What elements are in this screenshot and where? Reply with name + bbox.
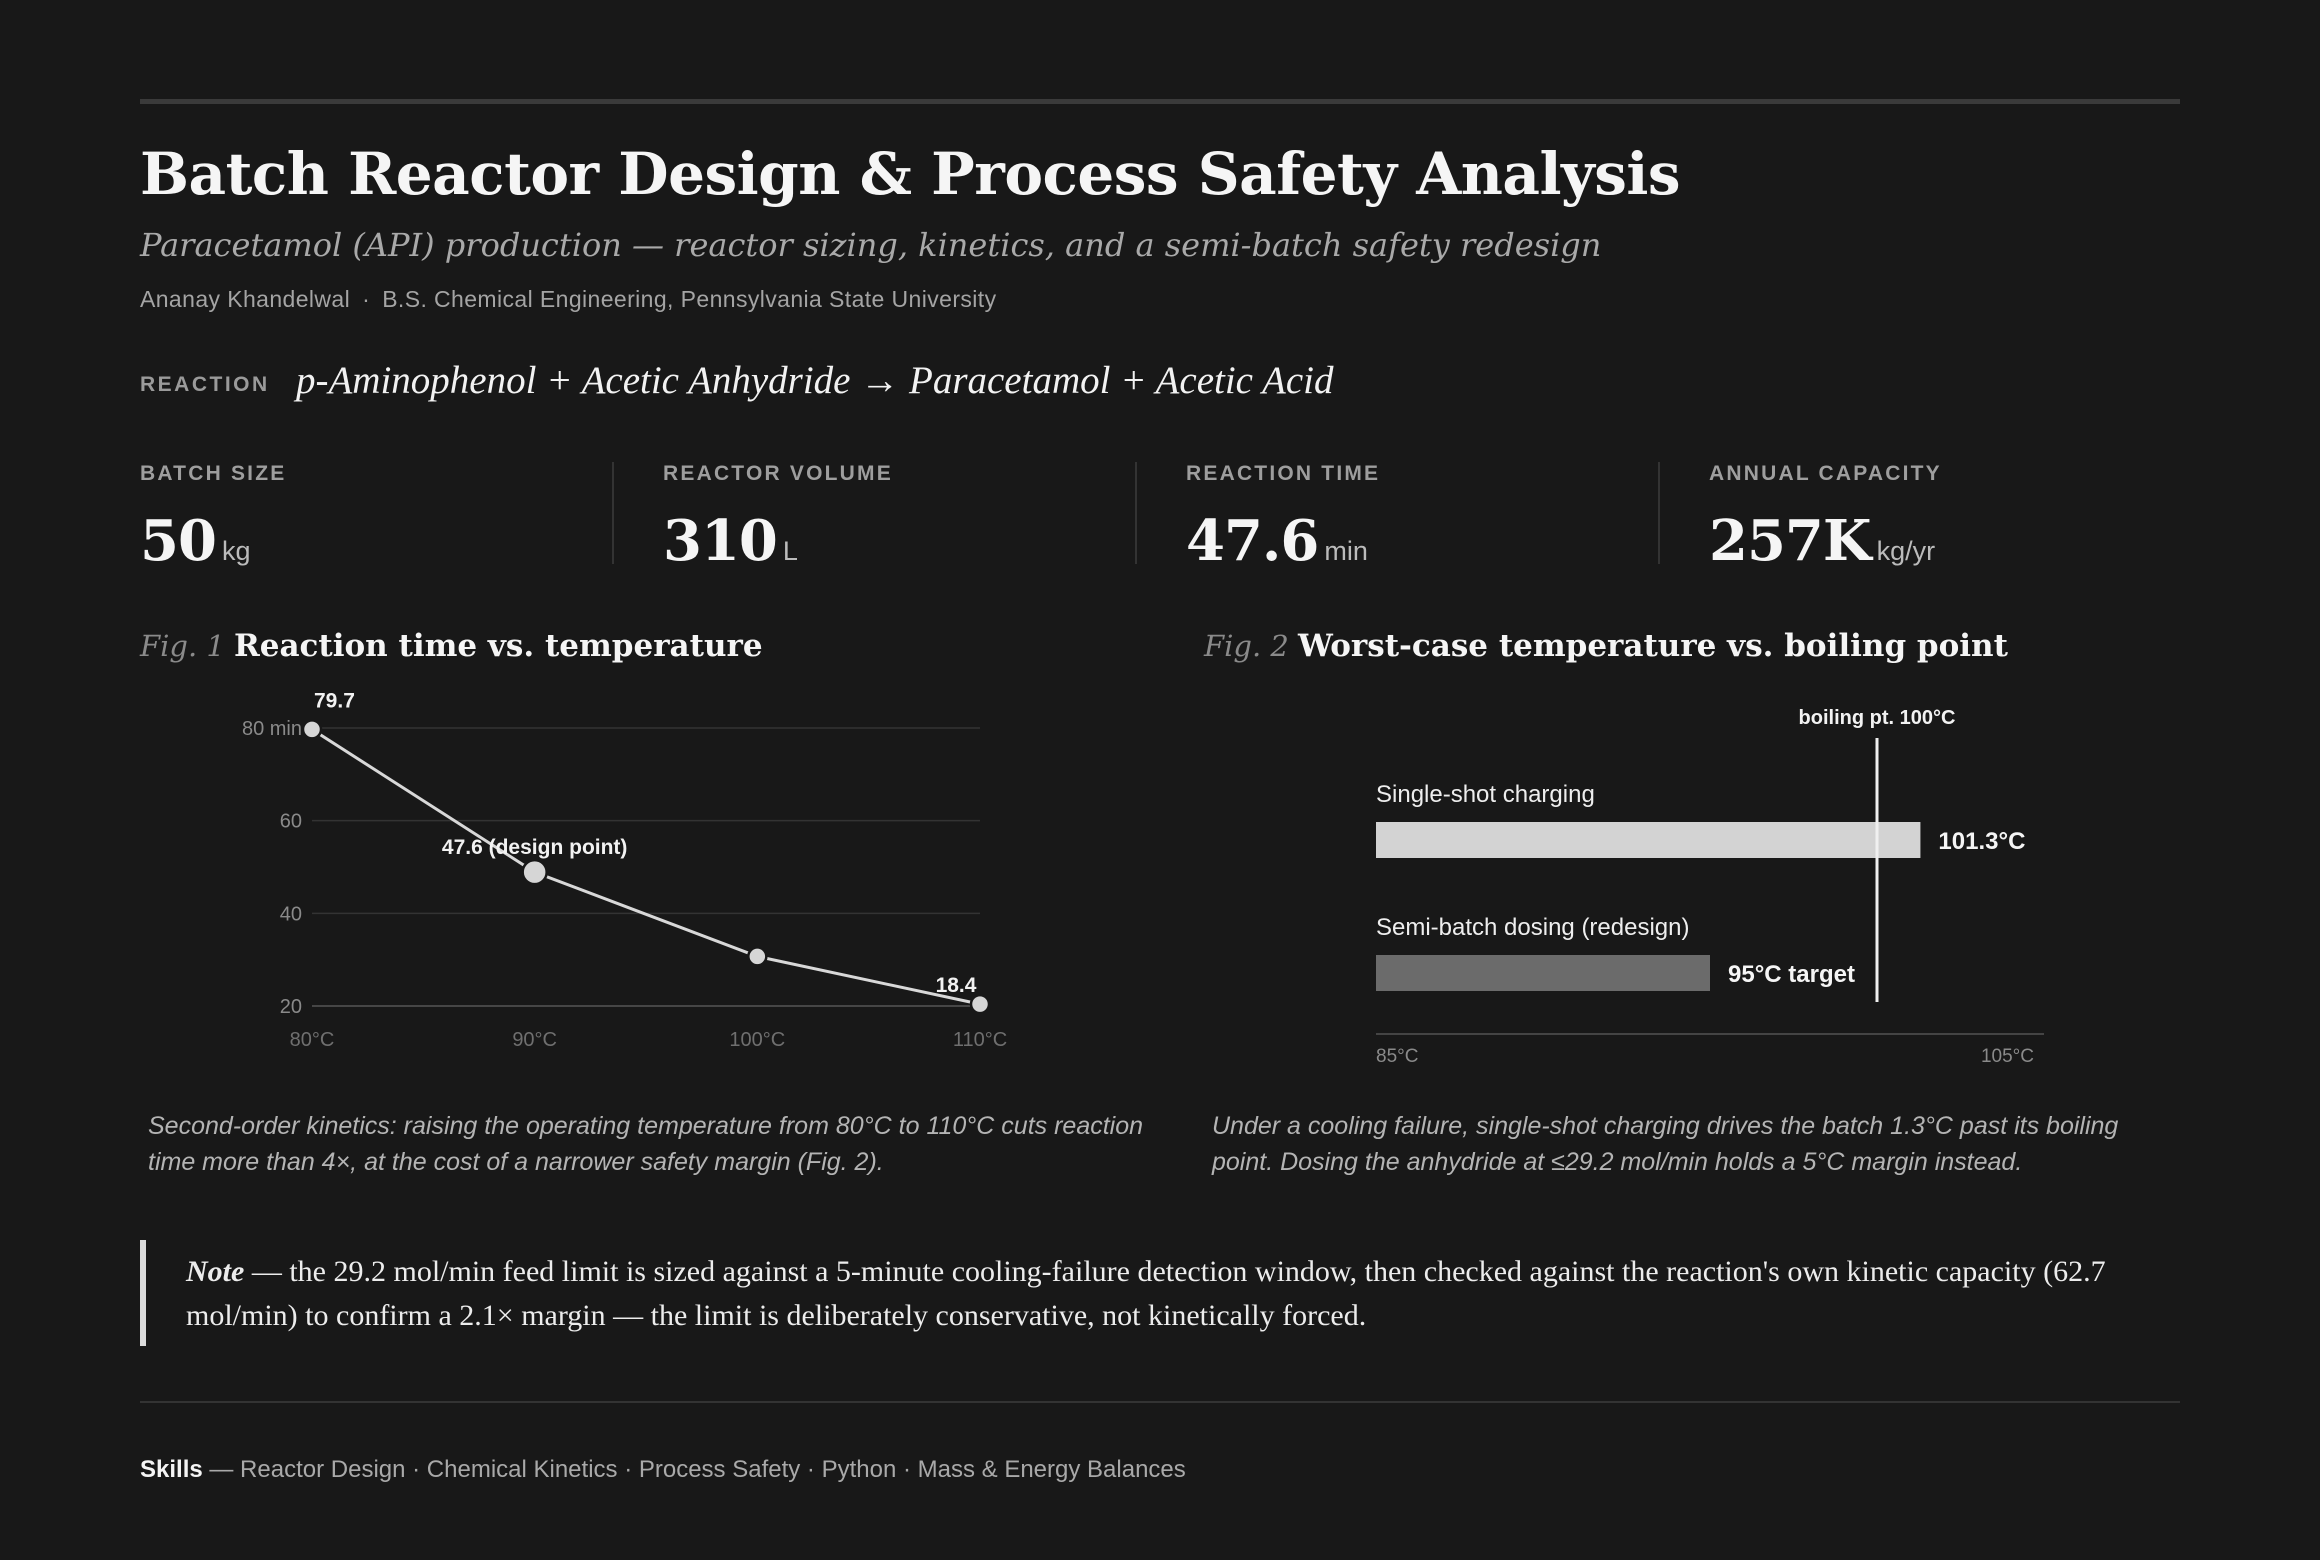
bar — [1376, 822, 1920, 858]
temperature-bar-chart — [1330, 690, 2130, 1070]
note-body: — the 29.2 mol/min feed limit is sized against a 5-minute cooling-failure detection window, then checked against the reaction's own kinetic capacity (62.7 mol/min) to confirm a 2.1× margin — the limit is deliberately conservative, not kinetically forced. — [186, 1255, 2106, 1332]
bar-value-label: 95°C target — [1728, 961, 1855, 988]
data-point — [303, 720, 321, 738]
x-tick-label: 85°C — [1376, 1046, 1419, 1067]
note-accent-bar — [140, 1240, 146, 1346]
reaction-label: REACTION — [140, 373, 270, 396]
data-point — [748, 947, 766, 965]
fig1-caption: Second-order kinetics: raising the operating temperature from 80°C to 110°C cuts reaction time more than 4×, at the cost of a narrower safety margin (Fig. 2). — [148, 1112, 1144, 1176]
y-tick-label: 60 — [279, 810, 302, 833]
y-tick-label: 80 min — [241, 718, 302, 740]
skills-label: Skills — [140, 1456, 203, 1483]
fig1-name: Reaction time vs. temperature — [233, 628, 763, 664]
y-tick-label: 20 — [279, 996, 302, 1018]
reaction-time-chart — [200, 680, 1040, 1060]
x-tick-label: 100°C — [729, 1029, 786, 1051]
author-affiliation: B.S. Chemical Engineering, Pennsylvania State University — [382, 286, 997, 312]
stat-value: 47.6 — [1186, 508, 1319, 574]
boiling-point-label: boiling pt. 100°C — [1798, 707, 1956, 729]
skills-line — [140, 1456, 1186, 1484]
stat-label: REACTOR VOLUME — [663, 462, 893, 485]
page-subtitle: Paracetamol (API) production — reactor sizing, kinetics, and a semi-batch safety redesign — [140, 226, 1602, 264]
bar-category-label: Semi-batch dosing (redesign) — [1376, 914, 1690, 941]
byline — [140, 286, 997, 313]
data-label: 18.4 — [935, 974, 977, 998]
bar — [1376, 955, 1710, 991]
x-tick-label: 90°C — [512, 1029, 558, 1051]
series-line — [312, 729, 980, 1004]
stat-value: 257K — [1709, 508, 1871, 574]
fig1-title — [140, 628, 763, 664]
bar-category-label: Single-shot charging — [1376, 781, 1595, 808]
data-label: 79.7 — [314, 689, 355, 713]
stat-unit: min — [1324, 536, 1368, 566]
x-tick-label: 110°C — [952, 1029, 1008, 1051]
stat-label: BATCH SIZE — [140, 462, 287, 485]
stat-annual-capacity — [1709, 462, 1942, 574]
stat-value: 310 — [663, 508, 777, 574]
author-name: Ananay Khandelwal — [140, 286, 351, 312]
x-tick-label: 105°C — [1980, 1046, 2034, 1067]
note-text — [186, 1250, 2176, 1338]
note-keyword: Note — [186, 1255, 245, 1288]
data-point — [971, 995, 989, 1013]
stat-unit: L — [782, 536, 798, 566]
skills-list: — Reactor Design · Chemical Kinetics · Process Safety · Python · Mass & Energy Balances — [202, 1456, 1186, 1483]
top-rule — [140, 99, 2180, 104]
fig2-number: Fig. 2 — [1204, 629, 1289, 663]
stat-divider — [1135, 462, 1137, 564]
bottom-rule — [140, 1401, 2180, 1403]
stat-reaction-time — [1186, 462, 1381, 574]
bar-value-label: 101.3°C — [1938, 828, 2026, 855]
stats-row — [140, 462, 2180, 574]
byline-separator: · — [362, 286, 371, 312]
y-tick-label: 40 — [279, 903, 302, 926]
fig2-name: Worst-case temperature vs. boiling point — [1297, 628, 2008, 664]
stat-batch-size — [140, 462, 287, 574]
stat-divider — [1658, 462, 1660, 564]
stat-value: 50 — [140, 508, 216, 574]
data-point — [523, 860, 547, 884]
stat-unit: kg/yr — [1876, 536, 1936, 566]
fig2-title — [1204, 628, 2008, 664]
fig1-number: Fig. 1 — [140, 629, 225, 663]
stat-label: ANNUAL CAPACITY — [1709, 462, 1942, 485]
x-tick-label: 80°C — [289, 1029, 335, 1051]
stat-divider — [612, 462, 614, 564]
reaction-equation: p-Aminophenol + Acetic Anhydride → Paracetamol + Acetic Acid — [296, 359, 1334, 402]
stat-label: REACTION TIME — [1186, 462, 1381, 485]
stat-unit: kg — [221, 536, 251, 566]
stat-reactor-volume — [663, 462, 893, 574]
page-title: Batch Reactor Design & Process Safety Analysis — [140, 140, 1681, 208]
note-callout — [140, 1240, 2180, 1346]
fig2-caption: Under a cooling failure, single-shot charging drives the batch 1.3°C past its boiling point. Dosing the anhydride at ≤29.2 mol/min holds a 5°C margin instead. — [1212, 1112, 2119, 1176]
data-label: 47.6 (design point) — [441, 836, 628, 860]
